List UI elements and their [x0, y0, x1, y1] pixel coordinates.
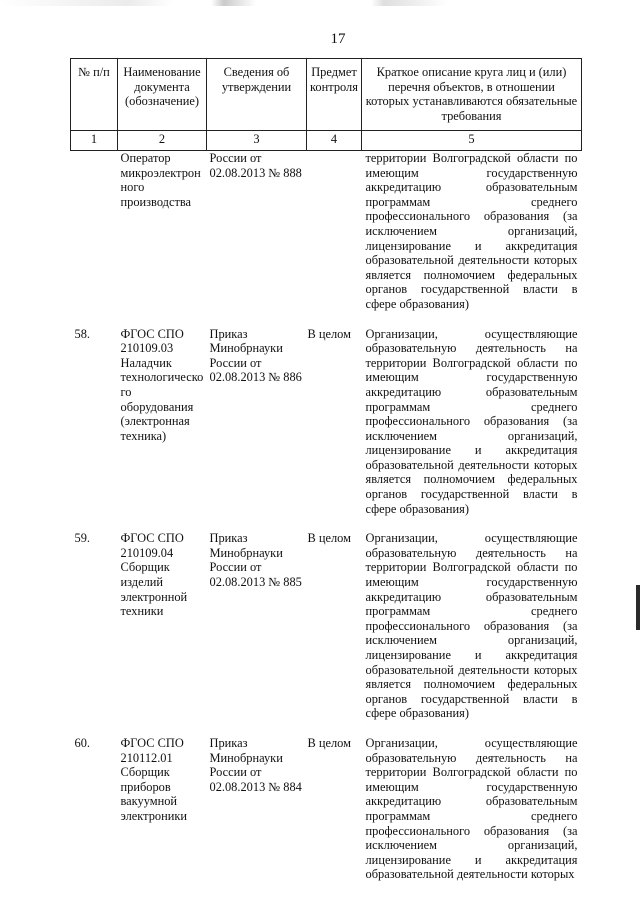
row-name: ФГОС СПО 210109.03 Наладчик технологическо го оборудования (электронная техника) — [120, 326, 204, 443]
column-number: 5 — [362, 131, 582, 151]
column-number: 1 — [71, 131, 118, 151]
header-name: Наименование документа (обозначение) — [118, 59, 207, 131]
column-number-row — [71, 131, 582, 151]
row-approval: Приказ Минобрнауки России от 02.08.2013 № 885 — [209, 531, 302, 590]
row-approval: Приказ Минобрнауки России от 02.08.2013 № 884 — [209, 735, 302, 794]
table-body — [71, 151, 582, 882]
row-approval: Приказ Минобрнауки России от 02.08.2013 № 886 — [209, 326, 302, 385]
table-row — [71, 531, 582, 721]
row-description: Организации, осуществляющие образовательную деятельность на территории Волгоградской области по имеющим государственную аккредитацию образовательным программам среднего профессионального образования (за исключением организаций, лицензирование и аккредитация образовательной деятельности которых является полномочием федеральных органов государственной власти в сфере образования) — [365, 326, 578, 516]
table-row — [71, 327, 582, 517]
scan-artifact-edge — [636, 585, 640, 630]
column-number: 4 — [307, 131, 362, 151]
table-row — [71, 151, 582, 312]
row-subject: В целом — [307, 531, 351, 546]
row-description: Организации, осуществляющие образовательную деятельность на территории Волгоградской области по имеющим государственную аккредитацию образовательным программам среднего профессионального образования (за исключением организаций, лицензирование и аккредитация образовательной деятельности которых является полномочием федеральных органов государственной власти в сфере образования) — [365, 531, 578, 721]
row-description: территории Волгоградской области по имеющим государственную аккредитацию образовательным программам среднего профессионального образования (за исключением организаций, лицензирование и аккредитация образовательной деятельности которых является полномочием федеральных органов государственной власти в сфере образования) — [365, 151, 578, 311]
header-subject: Предмет контроля — [307, 59, 362, 131]
row-num: 58. — [74, 326, 90, 341]
row-subject: В целом — [307, 735, 351, 750]
row-num — [71, 151, 118, 312]
column-number: 2 — [118, 131, 207, 151]
requirements-table — [70, 58, 582, 882]
row-description: Организации, осуществляющие образовательную деятельность на территории Волгоградской области по имеющим государственную аккредитацию образовательным программам среднего профессионального образования (за исключением организаций, лицензирование и аккредитация образовательной деятельности которых — [365, 735, 578, 882]
row-name: Оператор микроэлектрон ного производства — [120, 151, 201, 209]
header-description: Краткое описание круга лиц и (или) перечня объектов, в отношении которых устанавливаются обязательные требования — [362, 59, 582, 131]
row-approval: России от 02.08.2013 № 888 — [209, 151, 302, 180]
row-name: ФГОС СПО 210112.01 Сборщик приборов вакуумной электроники — [120, 735, 188, 823]
row-subject: В целом — [307, 326, 351, 341]
page-number: 17 — [330, 31, 346, 47]
row-name: ФГОС СПО 210109.04 Сборщик изделий электронной техники — [120, 531, 188, 619]
scan-artifact-top — [0, 0, 640, 6]
row-num: 60. — [74, 735, 90, 750]
header-num: № п/п — [71, 59, 118, 131]
column-number: 3 — [207, 131, 307, 151]
row-subject — [307, 151, 362, 312]
header-approval: Сведения об утверждении — [207, 59, 307, 131]
table-row — [71, 736, 582, 882]
table-header — [71, 59, 582, 151]
row-num: 59. — [74, 531, 90, 546]
